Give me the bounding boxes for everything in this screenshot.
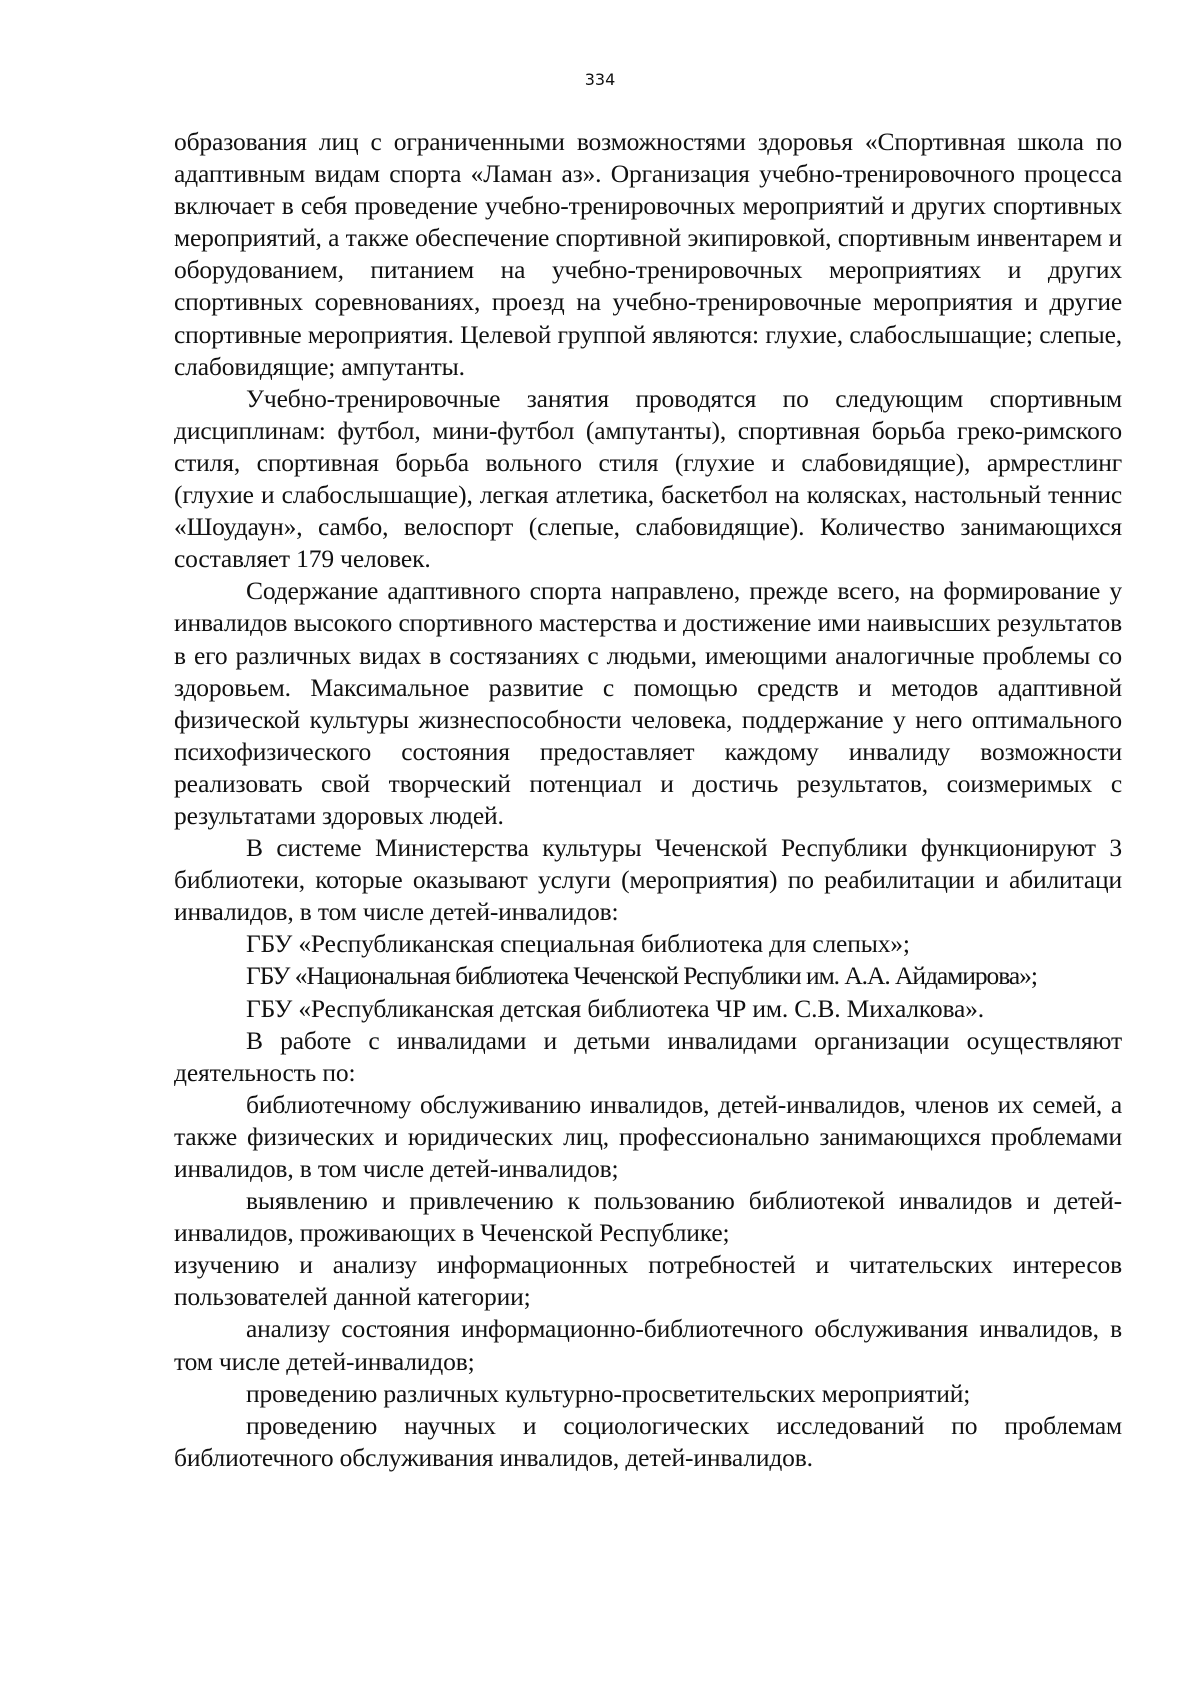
page-number: 334 — [584, 70, 616, 89]
activity-analysis: анализу состояния информационно-библиотечного обслуживания инвалидов, в том числе детей-инвалидов; — [174, 1314, 1122, 1376]
paragraph-sport-disciplines: Учебно-тренировочные занятия проводятся по следующим спортивным дисциплинам: футбол, мини-футбол (ампутанты), спортивная борьба греко-римского стиля, спортивная борьба вольного стиля (глухие и слабовидящие), армрестлинг (глухие и слабослышащие), легкая атлетика, баскетбол на колясках, настольный теннис «Шоудаун», самбо, велоспорт (слепые, слабовидящие). Количество занимающихся составляет 179 человек. — [174, 383, 1122, 574]
activity-identification: выявлению и привлечению к пользованию библиотекой инвалидов и детей-инвалидов, проживающих в Чеченской Республике; — [174, 1186, 1122, 1248]
paragraph-activities-intro: В работе с инвалидами и детьми инвалидами организации осуществляют деятельность по: — [174, 1025, 1122, 1087]
paragraph-school-organization: образования лиц с ограниченными возможностями здоровья «Спортивная школа по адаптивным видам спорта «Ламан аз». Организация учебно-тренировочного процесса включает в себя проведение учебно-тренировочных мероприятий и других спортивных мероприятий, а также обеспечение спортивной экипировкой, спортивным инвентарем и оборудованием, питанием на учебно-тренировочных мероприятиях и других спортивных соревнованиях, проезд на учебно-тренировочные мероприятия и другие спортивные мероприятия. Целевой группой являются: глухие, слабослышащие; слепые, слабовидящие; ампутанты. — [174, 127, 1122, 381]
activity-library-service: библиотечному обслуживанию инвалидов, детей-инвалидов, членов их семей, а также физических и юридических лиц, профессионально занимающихся проблемами инвалидов, в том числе детей-инвалидов; — [174, 1089, 1122, 1183]
paragraph-ministry-libraries: В системе Министерства культуры Чеченской Республики функционируют 3 библиотеки, которые оказывают услуги (мероприятия) по реабилитации и абилитаци инвалидов, в том числе детей-инвалидов: — [174, 833, 1122, 927]
document-body — [174, 126, 1122, 1474]
paragraph-adaptive-sport: Содержание адаптивного спорта направлено, прежде всего, на формирование у инвалидов высокого спортивного мастерства и достижение ими наивысших результатов в его различных видах в состязаниях с людьми, имеющими аналогичные проблемы со здоровьем. Максимальное развитие с помощью средств и методов адаптивной физической культуры жизнеспособности человека, поддержание у него оптимального психофизического состояния предоставляет каждому инвалиду возможности реализовать свой творческий потенциал и достичь результатов, соизмеримых с результатами здоровых людей. — [174, 576, 1122, 830]
activity-study-needs: изучению и анализу информационных потребностей и читательских интересов пользователей данной категории; — [174, 1250, 1122, 1312]
library-item-national: ГБУ «Национальная библиотека Чеченской Республики им. А.А. Айдамирова»; — [246, 961, 1037, 991]
library-item-blind: ГБУ «Республиканская специальная библиотека для слепых»; — [246, 929, 910, 959]
activity-research: проведению научных и социологических исследований по проблемам библиотечного обслуживания инвалидов, детей-инвалидов. — [174, 1410, 1122, 1472]
library-item-children: ГБУ «Республиканская детская библиотека ЧР им. С.В. Михалкова». — [246, 993, 985, 1023]
activity-cultural-events: проведению различных культурно-просветительских мероприятий; — [246, 1378, 971, 1408]
